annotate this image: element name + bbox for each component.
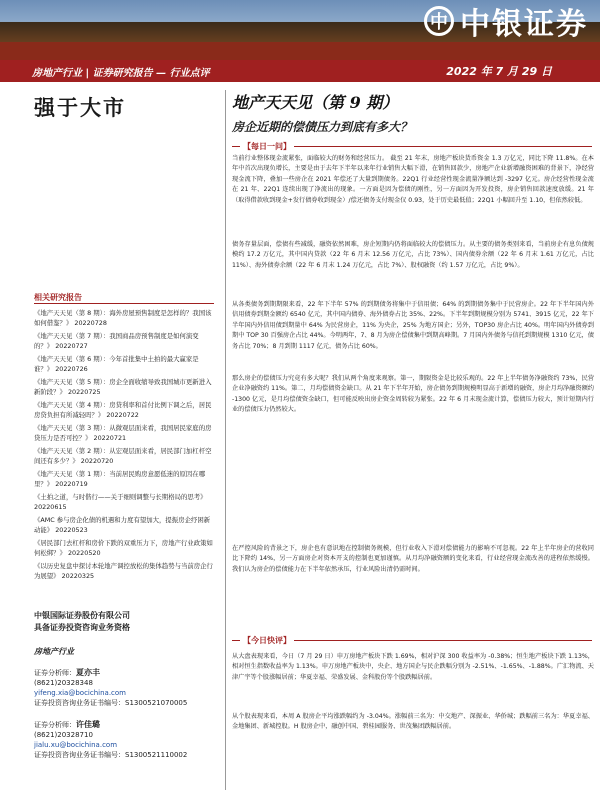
related-reports-list <box>34 308 214 584</box>
analyst-cert: 证券投资咨询业务证书编号：S1300521110002 <box>34 751 188 759</box>
industry-label: 房地产行业 <box>34 647 74 656</box>
logo-mark-icon: 中 <box>424 6 454 36</box>
paragraph: 从各类债务到期期限来看，22 年下半年 57% 的到期债务将集中于信用债；64% 的到期债务集中于民营房企。22 年下半年国内外信用债券到期金额约 6540 亿元，其中国内债券、海外债券占比 35%、22%。下半年到期规模分别为 5741、3915 亿元，22 年下半年国内外信用债到期量中 64% 为民营房企，11% 为央企，25% 为地方国企；另外，TOP30 房企占比 40%。明年国内外债券到期中 TOP 30 百强房企占比 44%。今明两年，7、8 月为房企偿债集中到期高峰期。7 月国内外债务与信托到期规模 1310 亿元，债务占比 70%；8 月到期 1117 亿元，债务占比 60%。 <box>232 301 594 350</box>
list-item[interactable]: 《地产天天见（第 7 期）：我国商品房预售制度是如何演变的？》 20220727 <box>34 332 199 350</box>
section-tag-daily-question: 【每日一问】 <box>240 141 294 152</box>
report-info-bar <box>0 60 600 82</box>
list-item[interactable]: 《地产天天见（第 5 期）：房企全面收缩导致我国城市更新进入新阶段？》 20220725 <box>34 378 212 396</box>
firm-info <box>34 610 130 634</box>
analyst-card <box>34 668 187 708</box>
firm-name: 中银国际证券股份有限公司 <box>34 611 130 620</box>
paragraph: 债务存量层面，偿债有些减缓，融资依然困难，房企短期内仍将面临较大的偿债压力。从主要的债务类别来看，当前房企有息负债规模约 17.2 万亿元，其中国内贷款（22 年 6 月末 12.56 万亿元，占比 73%）、国内债券余额（22 年 6 月末 1.61 万亿元，占比 11%）、海外债券余额（22 年 6 月末 1.24 万亿元，占比 7%）、股权融资（约 1.57 万亿元，占比 9%）。 <box>232 241 594 269</box>
list-item[interactable]: 《地产天天见（第 2 期）：从宏观层面来看，居民部门加杠杆空间还有多少？》 20220720 <box>34 447 212 465</box>
paragraph: 从大盘表现来看，今日（7 月 29 日）申万房地产板块下跌 1.69%，相对沪深 300 收益率为 -0.38%；恒生地产板块下跌 1.13%，相对恒生指数收益率为 1.13%。申万房地产板块中，央企、地方国企与民企跌幅分别为 -2.51%、-1.65%、-1.88%。广汇物流、天津广宇等个股涨幅居前；华夏幸福、荣盛发展、金科股份等个股跌幅居前。 <box>232 653 594 681</box>
firm-qualification: 具备证券投资咨询业务资格 <box>34 623 130 632</box>
report-date: 2022 年 7 月 29 日 <box>446 65 552 78</box>
paragraph: 那么房企的偿债压力究竟有多大呢？我们从两个角度来观察。第一，期限资金是比较乐观的。22 年上半年债务净融资约 73%，民营企业净融资约 11%。第二，月均偿债资金缺口。从 21 年下半年开始，房企债务到期规模明显高于新增的融资，房企月均净融资额约 -1300 亿元，是月均偿债资金缺口，但可能反映出房企资金周转较为紧张。22 年 6 月末现金流计算，偿债压力较大，预计短期内行业的偿债压力仍然较大。 <box>232 375 594 414</box>
list-item[interactable]: 《地产天天见（第 8 期）：海外房屋预售制度是怎样的？我国该如何借鉴？》 20220728 <box>34 309 212 327</box>
analyst-phone: (8621)20328348 <box>34 679 93 687</box>
report-subtitle: 房企近期的偿债压力到底有多大？ <box>232 120 413 134</box>
analyst-email[interactable]: jialu.xu@bocichina.com <box>34 741 118 749</box>
report-category: 房地产行业 | 证券研究报告 — 行业点评 <box>32 68 210 79</box>
list-item[interactable]: 《以历史复盘中探讨本轮地产调控放松的集体趋势与当前房企行为展望》 20220325 <box>34 562 213 580</box>
paragraph: 当前行业整体现金流紧张，面临较大的财务和经营压力。 截至 21 年末，房地产板块货币资金 1.3 万亿元，同比下降 11.8%。在本年中首次出现负增长，主要是由于去年下半年以来年行业销售大幅下滑，在销售回款少，房地产企业新增融资困难的背景下，净经营现金流下降，叠加一些房企在 2021 年偿还了大量到期债务。22Q1 行业经营性现金流量净额达到 -3297 亿元。房企经营性现金流在 21 年、22Q1 连续出现了净流出的现象。一方面是因为偿债的刚性，另一方面因为开发投资，房企销售回款速度放缓。21 年（取得借款收到现金+发行债券收到现金）/偿还债务支付现金仅 0.93，处于历史最低值；22Q1 小幅回升至 1.10，但依然较低。 <box>232 155 594 204</box>
paragraph: 从个股表现来看，本周 A 股房企平均涨跌幅约为 -3.04%。涨幅前三名为：中交地产、深振业、华侨城；跌幅前三名为：华夏幸福、金地集团、新城控股。H 股房企中，融创中国、碧桂园服务、世茂集团跌幅居前。 <box>232 713 594 731</box>
company-logo <box>424 2 588 40</box>
list-item[interactable]: 《土拍之道，与时偕行——关于细则调整与长期格局的思考》 20220615 <box>34 493 207 511</box>
analyst-label: 证券分析师： <box>34 669 76 677</box>
analyst-email[interactable]: yifeng.xia@bocichina.com <box>34 689 126 697</box>
section-tag-daily-review: 【今日快评】 <box>240 635 294 646</box>
banner-wall-image <box>0 42 600 60</box>
list-item[interactable]: 《AMC 参与房企化债的机遇和力度有望加大，提振房企纾困新动能》 20220523 <box>34 516 211 534</box>
analyst-card <box>34 720 187 760</box>
column-divider <box>225 90 226 790</box>
list-item[interactable]: 《地产天天见（第 6 期）：今年首批集中土拍的最大赢家是谁？》 20220726 <box>34 355 199 373</box>
header-banner <box>0 0 600 60</box>
list-item[interactable]: 《地产天天见（第 4 期）：房贷利率和首付比例下调之后，居民房贷负担有所减轻吗？》 20220722 <box>34 401 212 419</box>
analyst-phone: (8621)20328710 <box>34 731 93 739</box>
analyst-cert: 证券投资咨询业务证书编号：S1300521070005 <box>34 699 188 707</box>
rating: 强于大市 <box>34 95 126 120</box>
report-title: 地产天天见（第 9 期） <box>232 93 399 112</box>
list-item[interactable]: 《地产天天见（第 1 期）：当前居民购房意愿低迷的原因在哪里？》 20220719 <box>34 470 206 488</box>
analyst-name: 许佳璐 <box>76 720 100 729</box>
related-reports-title: 相关研究报告 <box>34 293 82 302</box>
analyst-label: 证券分析师： <box>34 721 76 729</box>
paragraph: 在严控风险的背景之下，房企也有意识地在控制债务规模，但行业收入下滑对偿债能力的影响不可忽视。22 年上半年房企的营收同比下降约 14%，另一方面房企对资本开支的控制也更加谨慎。从月均净融资额的变化来看，行业经营现金流改善的进程依然缓慢。我们认为房企的偿债能力在下半年依然承压，行业风险出清仍需时间。 <box>232 545 594 573</box>
list-item[interactable]: 《居民部门去杠杆和房价下跌的双重压力下，房地产行业政策如何松绑？》 20220520 <box>34 539 213 557</box>
analyst-name: 夏亦丰 <box>76 668 100 677</box>
list-item[interactable]: 《地产天天见（第 3 期）：从微观层面来看，我国居民家庭的房贷压力是否可控？》 20220721 <box>34 424 212 442</box>
section-rule <box>34 303 214 304</box>
logo-text: 中银证券 <box>460 7 588 42</box>
